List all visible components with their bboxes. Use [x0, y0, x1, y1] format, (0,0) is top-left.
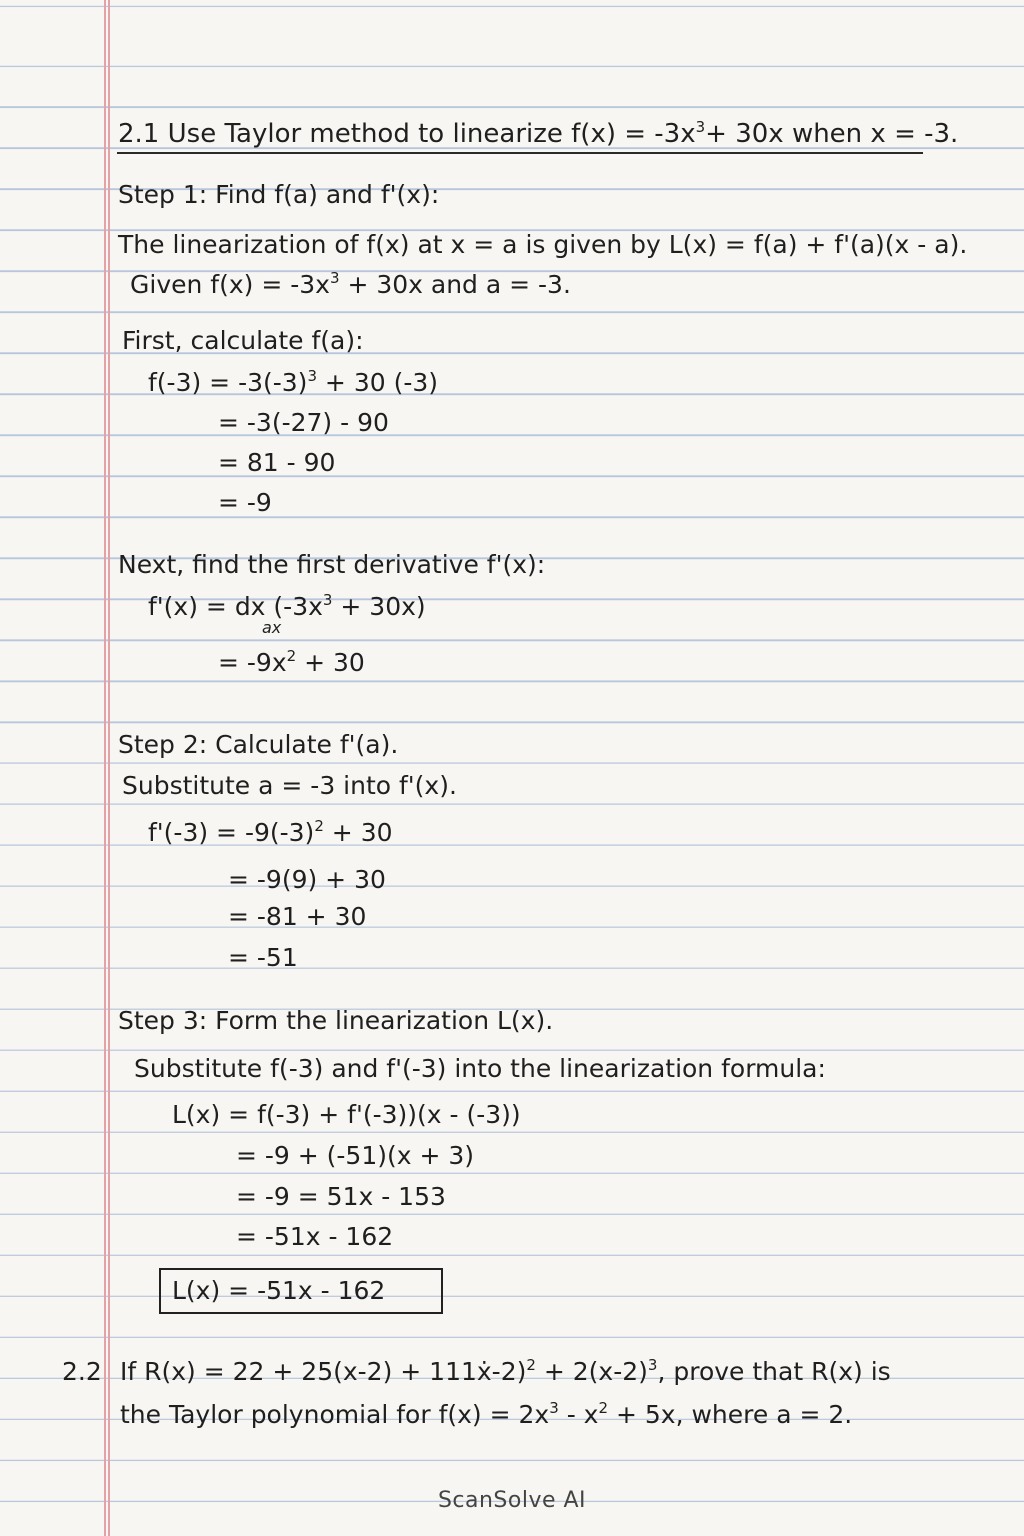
margin-line: [104, 0, 106, 1536]
problem-2-2-line: the Taylor polynomial for $f(x) = 2x^3 - x^2 + 5x$, where a = 2.: [120, 1399, 853, 1429]
margin-line: [108, 0, 110, 1536]
calc-line: = -81 + 30: [228, 902, 367, 931]
first-heading: First, calculate f(a):: [122, 326, 364, 355]
calc-line: $f'(-3) = -9(-3)^2 + 30$: [148, 817, 393, 847]
linearization-definition: The linearization of f(x) at x = a is given by L(x) = f(a) + f'(a)(x - a).: [118, 230, 968, 259]
calc-line: = -51x - 162: [236, 1222, 394, 1251]
dx-denominator: ax: [262, 618, 282, 637]
step2-heading: Step 2: Calculate f'(a).: [118, 730, 399, 759]
final-answer: L(x) = -51x - 162: [172, 1276, 386, 1305]
watermark-footer: ScanSolve AI: [437, 1488, 587, 1513]
problem-2-2-line: If R(x) = 22 + 25(x-2) + 111ẋ-2)$^2$ + $2(x-2)^3$, prove that R(x) is: [120, 1356, 891, 1386]
derivative-line: = $-9x^2 + 30$: [218, 647, 365, 677]
substitute-line: Substitute a = -3 into f'(x).: [122, 771, 457, 800]
calc-line: L(x) = f(-3) + f'(-3))(x - (-3)): [172, 1100, 521, 1129]
step1-heading: Step 1: Find f(a) and f'(x):: [118, 180, 440, 209]
problem-number: 2.2: [62, 1357, 102, 1386]
step3-heading: Step 3: Form the linearization L(x).: [118, 1006, 554, 1035]
calc-line: $f(-3) = -3(-3)^3 + 30$ (-3): [148, 367, 439, 397]
title-underline: [117, 152, 923, 154]
calc-line: = 81 - 90: [218, 448, 336, 477]
calc-line: = -9: [218, 488, 272, 517]
calc-line: = -9 = 51x - 153: [236, 1182, 446, 1211]
next-heading: Next, find the first derivative f'(x):: [118, 550, 546, 579]
calc-line: = -51: [228, 943, 298, 972]
derivative-line: f'(x) = dx $(-3x^3 + 30x)$: [148, 591, 426, 621]
calc-line: = -3(-27) - 90: [218, 408, 389, 437]
substitute-line: Substitute f(-3) and f'(-3) into the linearization formula:: [134, 1054, 826, 1083]
problem-title: 2.1 Use Taylor method to linearize $f(x) = -3x^3+ 30x$ when x = -3.: [118, 118, 959, 149]
calc-line: = -9(9) + 30: [228, 865, 386, 894]
calc-line: = -9 + (-51)(x + 3): [236, 1141, 475, 1170]
given-statement: Given $f(x) = -3x^3 + 30x$ and a = -3.: [130, 269, 571, 299]
